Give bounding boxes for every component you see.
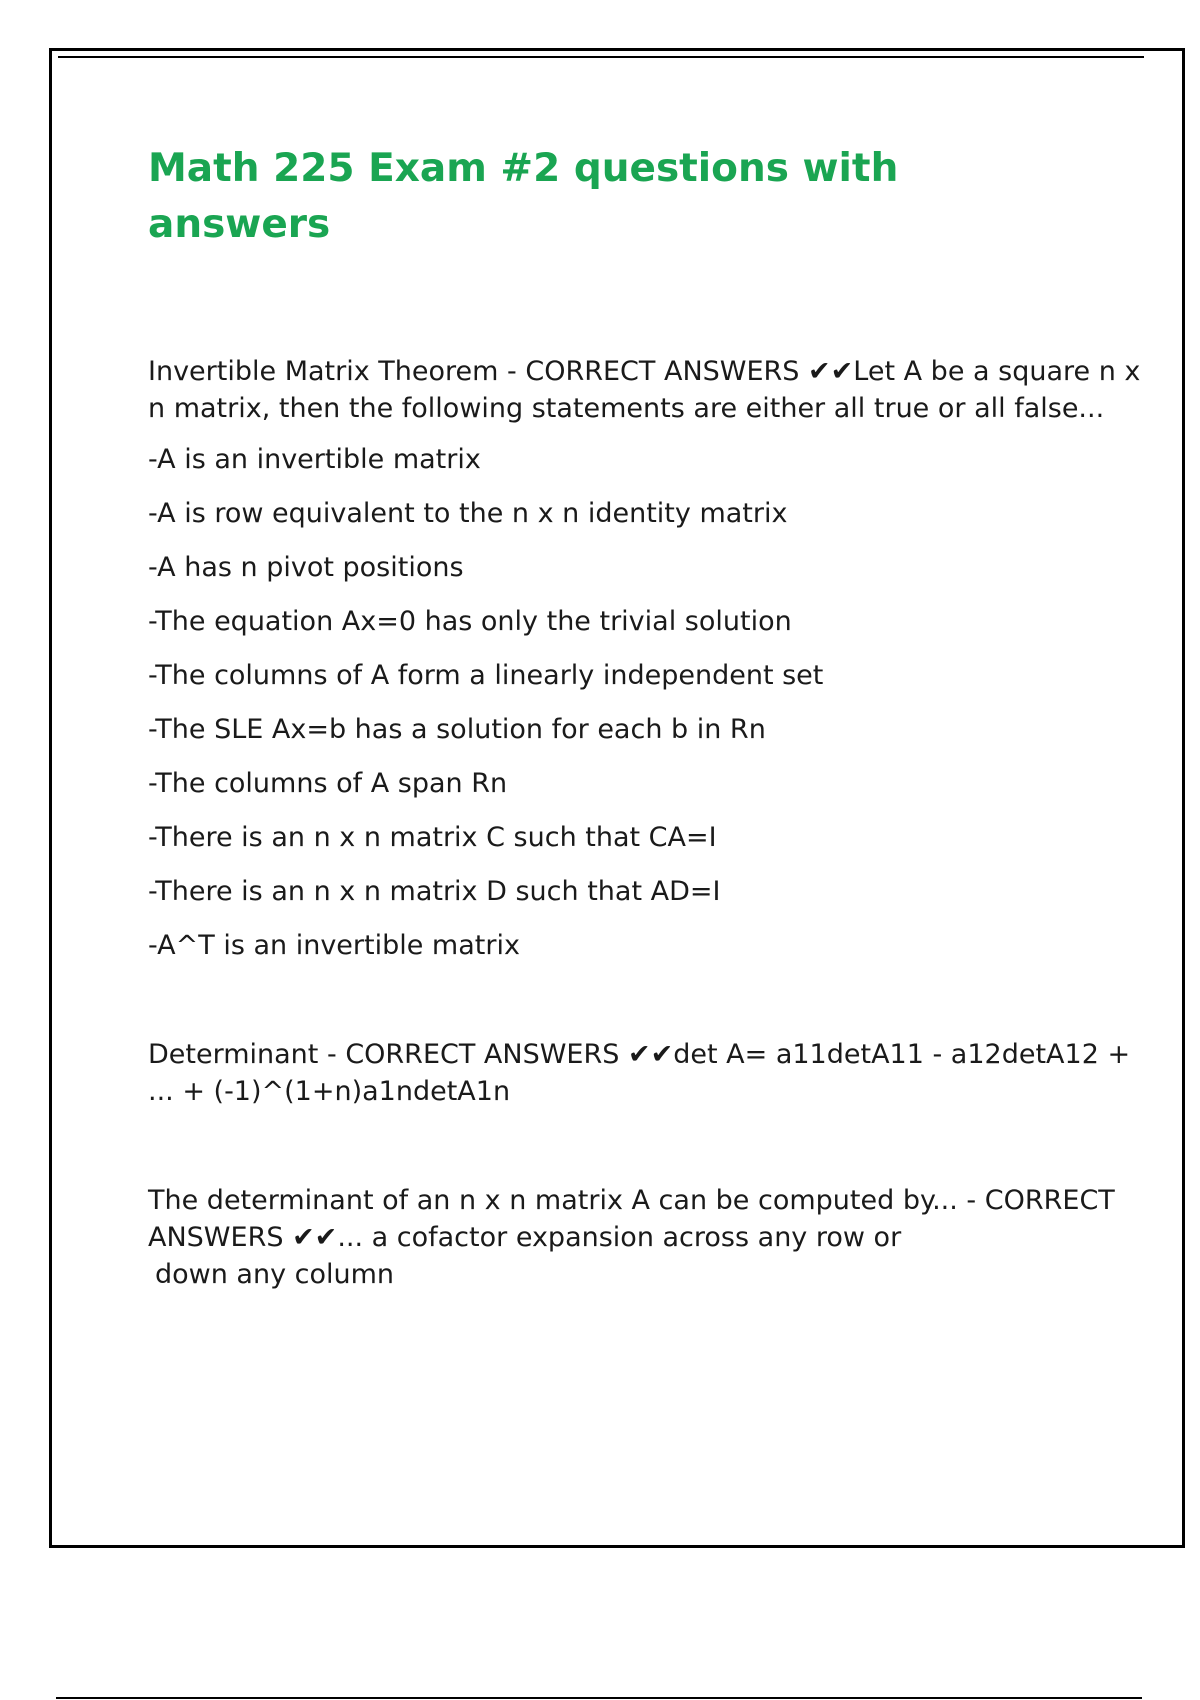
check-mark-icon: ✔✔ <box>292 1222 338 1253</box>
list-item: -A^T is an invertible matrix <box>148 930 520 961</box>
qa-item-determinant-computation <box>148 1182 1148 1293</box>
list-item: -The SLE Ax=b has a solution for each b in Rn <box>148 714 766 745</box>
answer-text: Let A be a square n x n matrix, then the following statements are either all true or all false... <box>148 356 1141 424</box>
list-item: -There is an n x n matrix C such that CA=I <box>148 822 717 853</box>
top-divider <box>58 56 1144 58</box>
question-text: Invertible Matrix Theorem <box>148 356 499 387</box>
answer-label: CORRECT ANSWERS <box>148 1185 1115 1253</box>
page-frame <box>49 48 1185 1548</box>
question-text: The determinant of an n x n matrix A can be computed by... <box>148 1185 958 1216</box>
document-content <box>148 141 1148 1293</box>
qa-text <box>148 1036 1148 1110</box>
answer-label: CORRECT ANSWERS <box>525 356 800 387</box>
answer-text: ... a cofactor expansion across any row or <box>337 1222 902 1253</box>
list-item: -The equation Ax=0 has only the trivial solution <box>148 606 792 637</box>
separator: - <box>957 1185 985 1216</box>
list-item: -The columns of A span Rn <box>148 768 508 799</box>
check-mark-icon: ✔✔ <box>627 1039 674 1070</box>
separator: - <box>498 356 526 387</box>
document-title: Math 225 Exam #2 questions with answers <box>148 146 899 247</box>
separator: - <box>318 1039 346 1070</box>
check-mark-icon: ✔✔ <box>808 356 854 387</box>
statement-list <box>148 441 1148 964</box>
answer-label: CORRECT ANSWERS <box>345 1039 620 1070</box>
list-item: -A has n pivot positions <box>148 552 464 583</box>
list-item: -The columns of A form a linearly independent set <box>148 660 824 691</box>
qa-text <box>148 353 1148 427</box>
qa-item-determinant <box>148 1036 1148 1110</box>
list-item: -A is row equivalent to the n x n identity matrix <box>148 498 788 529</box>
qa-item-invertible-matrix-theorem <box>148 353 1148 964</box>
list-item: -A is an invertible matrix <box>148 444 481 475</box>
qa-text <box>148 1182 1148 1256</box>
question-text: Determinant <box>148 1039 319 1070</box>
answer-text: det A= a11detA11 - a12detA12 + ... + (-1)^(1+n)a1ndetA1n <box>148 1039 1131 1107</box>
bottom-divider <box>56 1697 1142 1699</box>
list-item: -There is an n x n matrix D such that AD=I <box>148 876 721 907</box>
answer-continuation: down any column <box>155 1259 395 1290</box>
